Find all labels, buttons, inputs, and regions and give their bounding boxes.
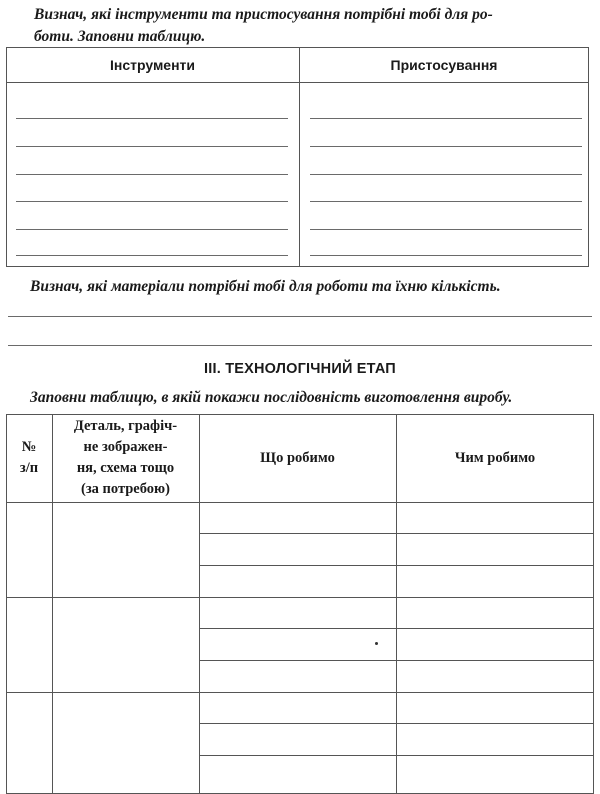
process-row-line	[199, 533, 594, 534]
detail-cell[interactable]	[53, 503, 199, 597]
task3-instruction: Заповни таблицю, в якій покажи послідовність виготовлення виробу.	[30, 389, 513, 406]
number-cell[interactable]	[7, 693, 52, 790]
process-row-line	[199, 723, 594, 724]
fixtures-write-line[interactable]	[310, 174, 582, 175]
header-number: № з/п	[19, 439, 39, 476]
header-with-what: Чим робимо	[454, 449, 536, 466]
tools-table-header-line	[6, 82, 589, 83]
tools-table-divider	[299, 47, 300, 267]
section-title: ІІІ. ТЕХНОЛОГІЧНИЙ ЕТАП	[204, 361, 396, 377]
task1-line2: боти. Заповни таблицю.	[34, 28, 206, 45]
detail-cell[interactable]	[53, 693, 199, 790]
tools-write-line[interactable]	[16, 201, 288, 202]
materials-write-line[interactable]	[8, 345, 592, 346]
number-cell[interactable]	[7, 503, 52, 597]
task2-instruction: Визнач, які матеріали потрібні тобі для роботи та їхню кількість.	[30, 278, 501, 295]
header-detail: Деталь, графіч- не зображен- ня, схема тощо (за потребою)	[73, 418, 178, 497]
fixtures-write-line[interactable]	[310, 201, 582, 202]
tools-write-line[interactable]	[16, 174, 288, 175]
tools-write-line[interactable]	[16, 255, 288, 256]
tools-write-line[interactable]	[16, 118, 288, 119]
fixtures-write-line[interactable]	[310, 146, 582, 147]
task1-instruction	[34, 4, 594, 48]
fixtures-write-line[interactable]	[310, 255, 582, 256]
number-cell[interactable]	[7, 598, 52, 692]
col-fixtures-header: Пристосування	[390, 57, 498, 73]
process-row-line	[199, 660, 594, 661]
tools-write-line[interactable]	[16, 229, 288, 230]
process-row-line	[199, 565, 594, 566]
process-row-line	[199, 755, 594, 756]
print-speck	[375, 642, 378, 645]
task1-line1: Визнач, які інструменти та пристосування потрібні тобі для ро-	[34, 6, 493, 23]
tools-write-line[interactable]	[16, 146, 288, 147]
process-row-line	[199, 628, 594, 629]
materials-write-line[interactable]	[8, 316, 592, 317]
fixtures-write-line[interactable]	[310, 229, 582, 230]
header-what: Що робимо	[260, 449, 335, 466]
tools-table	[6, 47, 589, 267]
detail-cell[interactable]	[53, 598, 199, 692]
col-tools-header: Інструменти	[109, 57, 196, 73]
fixtures-write-line[interactable]	[310, 118, 582, 119]
